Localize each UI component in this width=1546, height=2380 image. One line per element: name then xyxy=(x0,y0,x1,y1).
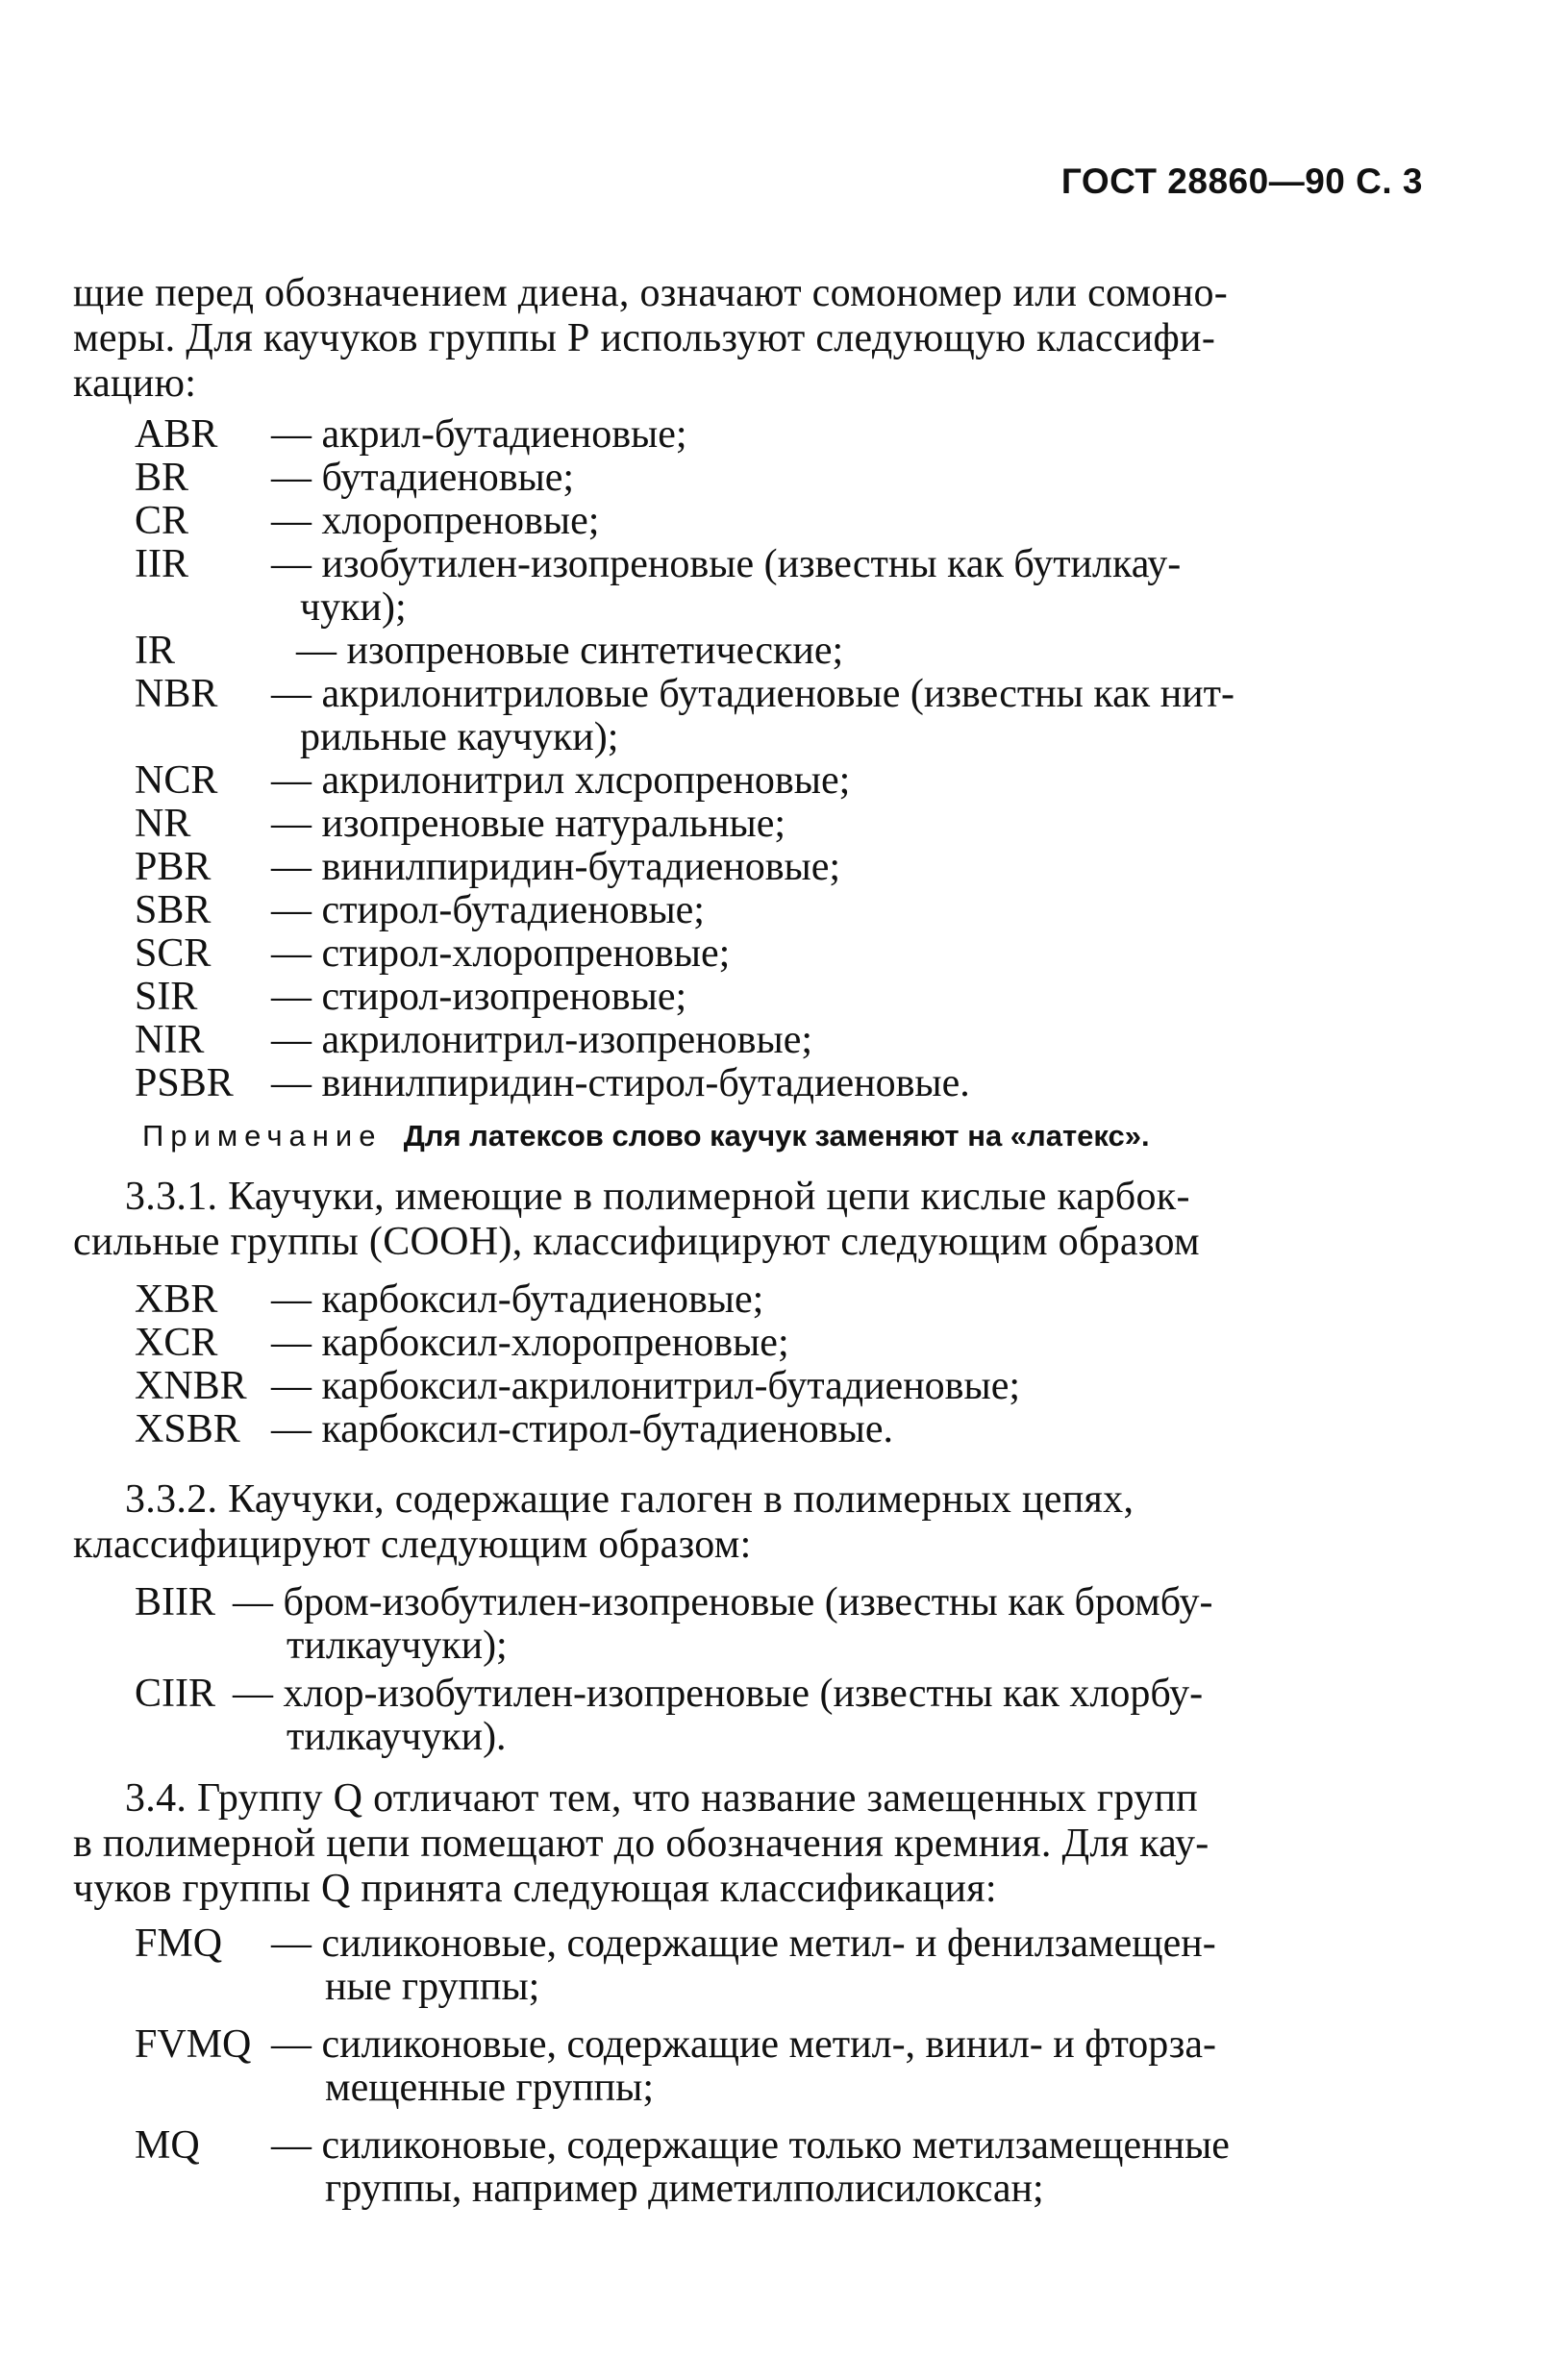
rubber-description: — винилпиридин-бутадиеновые; xyxy=(271,845,841,889)
rubber-description: — силиконовые, содержащие только метилзамещенные xyxy=(271,2123,1230,2168)
text-line: 3.3.2. Каучуки, содержащие галоген в полимерных цепях, xyxy=(125,1477,1135,1522)
section-3-3-2-paragraph xyxy=(73,1477,1400,1568)
note-label: Примечание xyxy=(142,1119,383,1153)
rubber-code: BIIR xyxy=(135,1580,215,1624)
rubber-description: — стирол-бутадиеновые; xyxy=(271,888,705,932)
rubber-code: IR xyxy=(135,629,175,673)
rubber-description: — изопреновые натуральные; xyxy=(271,802,786,846)
text-line: щие перед обозначением диена, означают сомономер или сомоно- xyxy=(73,271,1229,315)
text-line: 3.3.1. Каучуки, имеющие в полимерной цепи кислые карбок- xyxy=(125,1175,1190,1219)
rubber-code: FVMQ xyxy=(135,2022,252,2067)
rubber-code: FMQ xyxy=(135,1921,223,1966)
rubber-description: — хлор-изобутилен-изопреновые (известны как хлорбу- xyxy=(233,1672,1204,1716)
rubber-code: SIR xyxy=(135,975,198,1019)
rubber-code: PSBR xyxy=(135,1061,234,1105)
rubber-code: SCR xyxy=(135,931,212,976)
rubber-description-continued: тилкаучуки); xyxy=(287,1624,508,1668)
text-line: меры. Для каучуков группы Р используют следующую классифи- xyxy=(73,316,1216,360)
rubber-description: — хлоропреновые; xyxy=(271,499,600,543)
rubber-description: — стирол-хлоропреновые; xyxy=(271,931,731,976)
rubber-code: XSBR xyxy=(135,1407,240,1451)
text-line: чуков группы Q принята следующая классификация: xyxy=(73,1867,997,1911)
rubber-description-continued: рильные каучуки); xyxy=(300,715,619,759)
text-line: классифицируют следующим образом: xyxy=(73,1523,752,1567)
rubber-description: — акрилонитрил хлсропреновые; xyxy=(271,758,851,803)
section-3-4-paragraph xyxy=(73,1776,1400,1912)
rubber-code: ABR xyxy=(135,412,218,457)
text-line: 3.4. Группу Q отличают тем, что название замещенных групп xyxy=(125,1776,1199,1821)
rubber-code: PBR xyxy=(135,845,212,889)
rubber-code: MQ xyxy=(135,2123,200,2168)
rubber-description: — силиконовые, содержащие метил-, винил- и фторза- xyxy=(271,2022,1216,2067)
text-line: сильные группы (СООН), классифицируют следующим образом xyxy=(73,1220,1200,1264)
note xyxy=(142,1117,1150,1155)
rubber-description-continued: тилкаучуки). xyxy=(287,1715,507,1759)
rubber-description: — акрилонитриловые бутадиеновые (известны как нит- xyxy=(271,672,1234,716)
text-line: в полимерной цепи помещают до обозначения кремния. Для кау- xyxy=(73,1822,1209,1866)
intro-paragraph xyxy=(73,271,1400,407)
rubber-description: — карбоксил-стирол-бутадиеновые. xyxy=(271,1407,894,1451)
text-line: кацию: xyxy=(73,361,197,406)
rubber-code: NIR xyxy=(135,1018,205,1062)
rubber-description: — винилпиридин-стирол-бутадиеновые. xyxy=(271,1061,970,1105)
rubber-code: XCR xyxy=(135,1321,218,1365)
note-text: Для латексов слово каучук заменяют на «латекс». xyxy=(403,1119,1150,1153)
rubber-code: NR xyxy=(135,802,191,846)
rubber-description-continued: группы, например диметилполисилоксан; xyxy=(325,2167,1044,2211)
rubber-code: NCR xyxy=(135,758,218,803)
section-3-3-1-paragraph xyxy=(73,1175,1400,1265)
rubber-description: — стирол-изопреновые; xyxy=(271,975,687,1019)
rubber-description: — бутадиеновые; xyxy=(271,456,575,500)
rubber-code: IIR xyxy=(135,542,188,586)
rubber-description: — карбоксил-бутадиеновые; xyxy=(271,1277,764,1322)
rubber-description: — карбоксил-акрилонитрил-бутадиеновые; xyxy=(271,1364,1021,1408)
rubber-description-continued: чуки); xyxy=(300,585,407,630)
rubber-description: — силиконовые, содержащие метил- и фенилзамещен- xyxy=(271,1921,1216,1966)
rubber-description: — изопреновые синтетические; xyxy=(296,629,844,673)
page-header: ГОСТ 28860—90 С. 3 xyxy=(1060,161,1423,201)
rubber-code: XBR xyxy=(135,1277,218,1322)
rubber-description: — изобутилен-изопреновые (известны как бутилкау- xyxy=(271,542,1182,586)
rubber-code: CIIR xyxy=(135,1672,215,1716)
rubber-description: — акрилонитрил-изопреновые; xyxy=(271,1018,813,1062)
rubber-description-continued: мещенные группы; xyxy=(325,2066,655,2110)
rubber-code: NBR xyxy=(135,672,218,716)
rubber-code: CR xyxy=(135,499,189,543)
rubber-description: — карбоксил-хлоропреновые; xyxy=(271,1321,789,1365)
rubber-code: SBR xyxy=(135,888,212,932)
rubber-code: XNBR xyxy=(135,1364,247,1408)
rubber-description: — акрил-бутадиеновые; xyxy=(271,412,687,457)
rubber-description-continued: ные группы; xyxy=(325,1965,540,2009)
rubber-description: — бром-изобутилен-изопреновые (известны как бромбу- xyxy=(233,1580,1213,1624)
rubber-code: BR xyxy=(135,456,189,500)
